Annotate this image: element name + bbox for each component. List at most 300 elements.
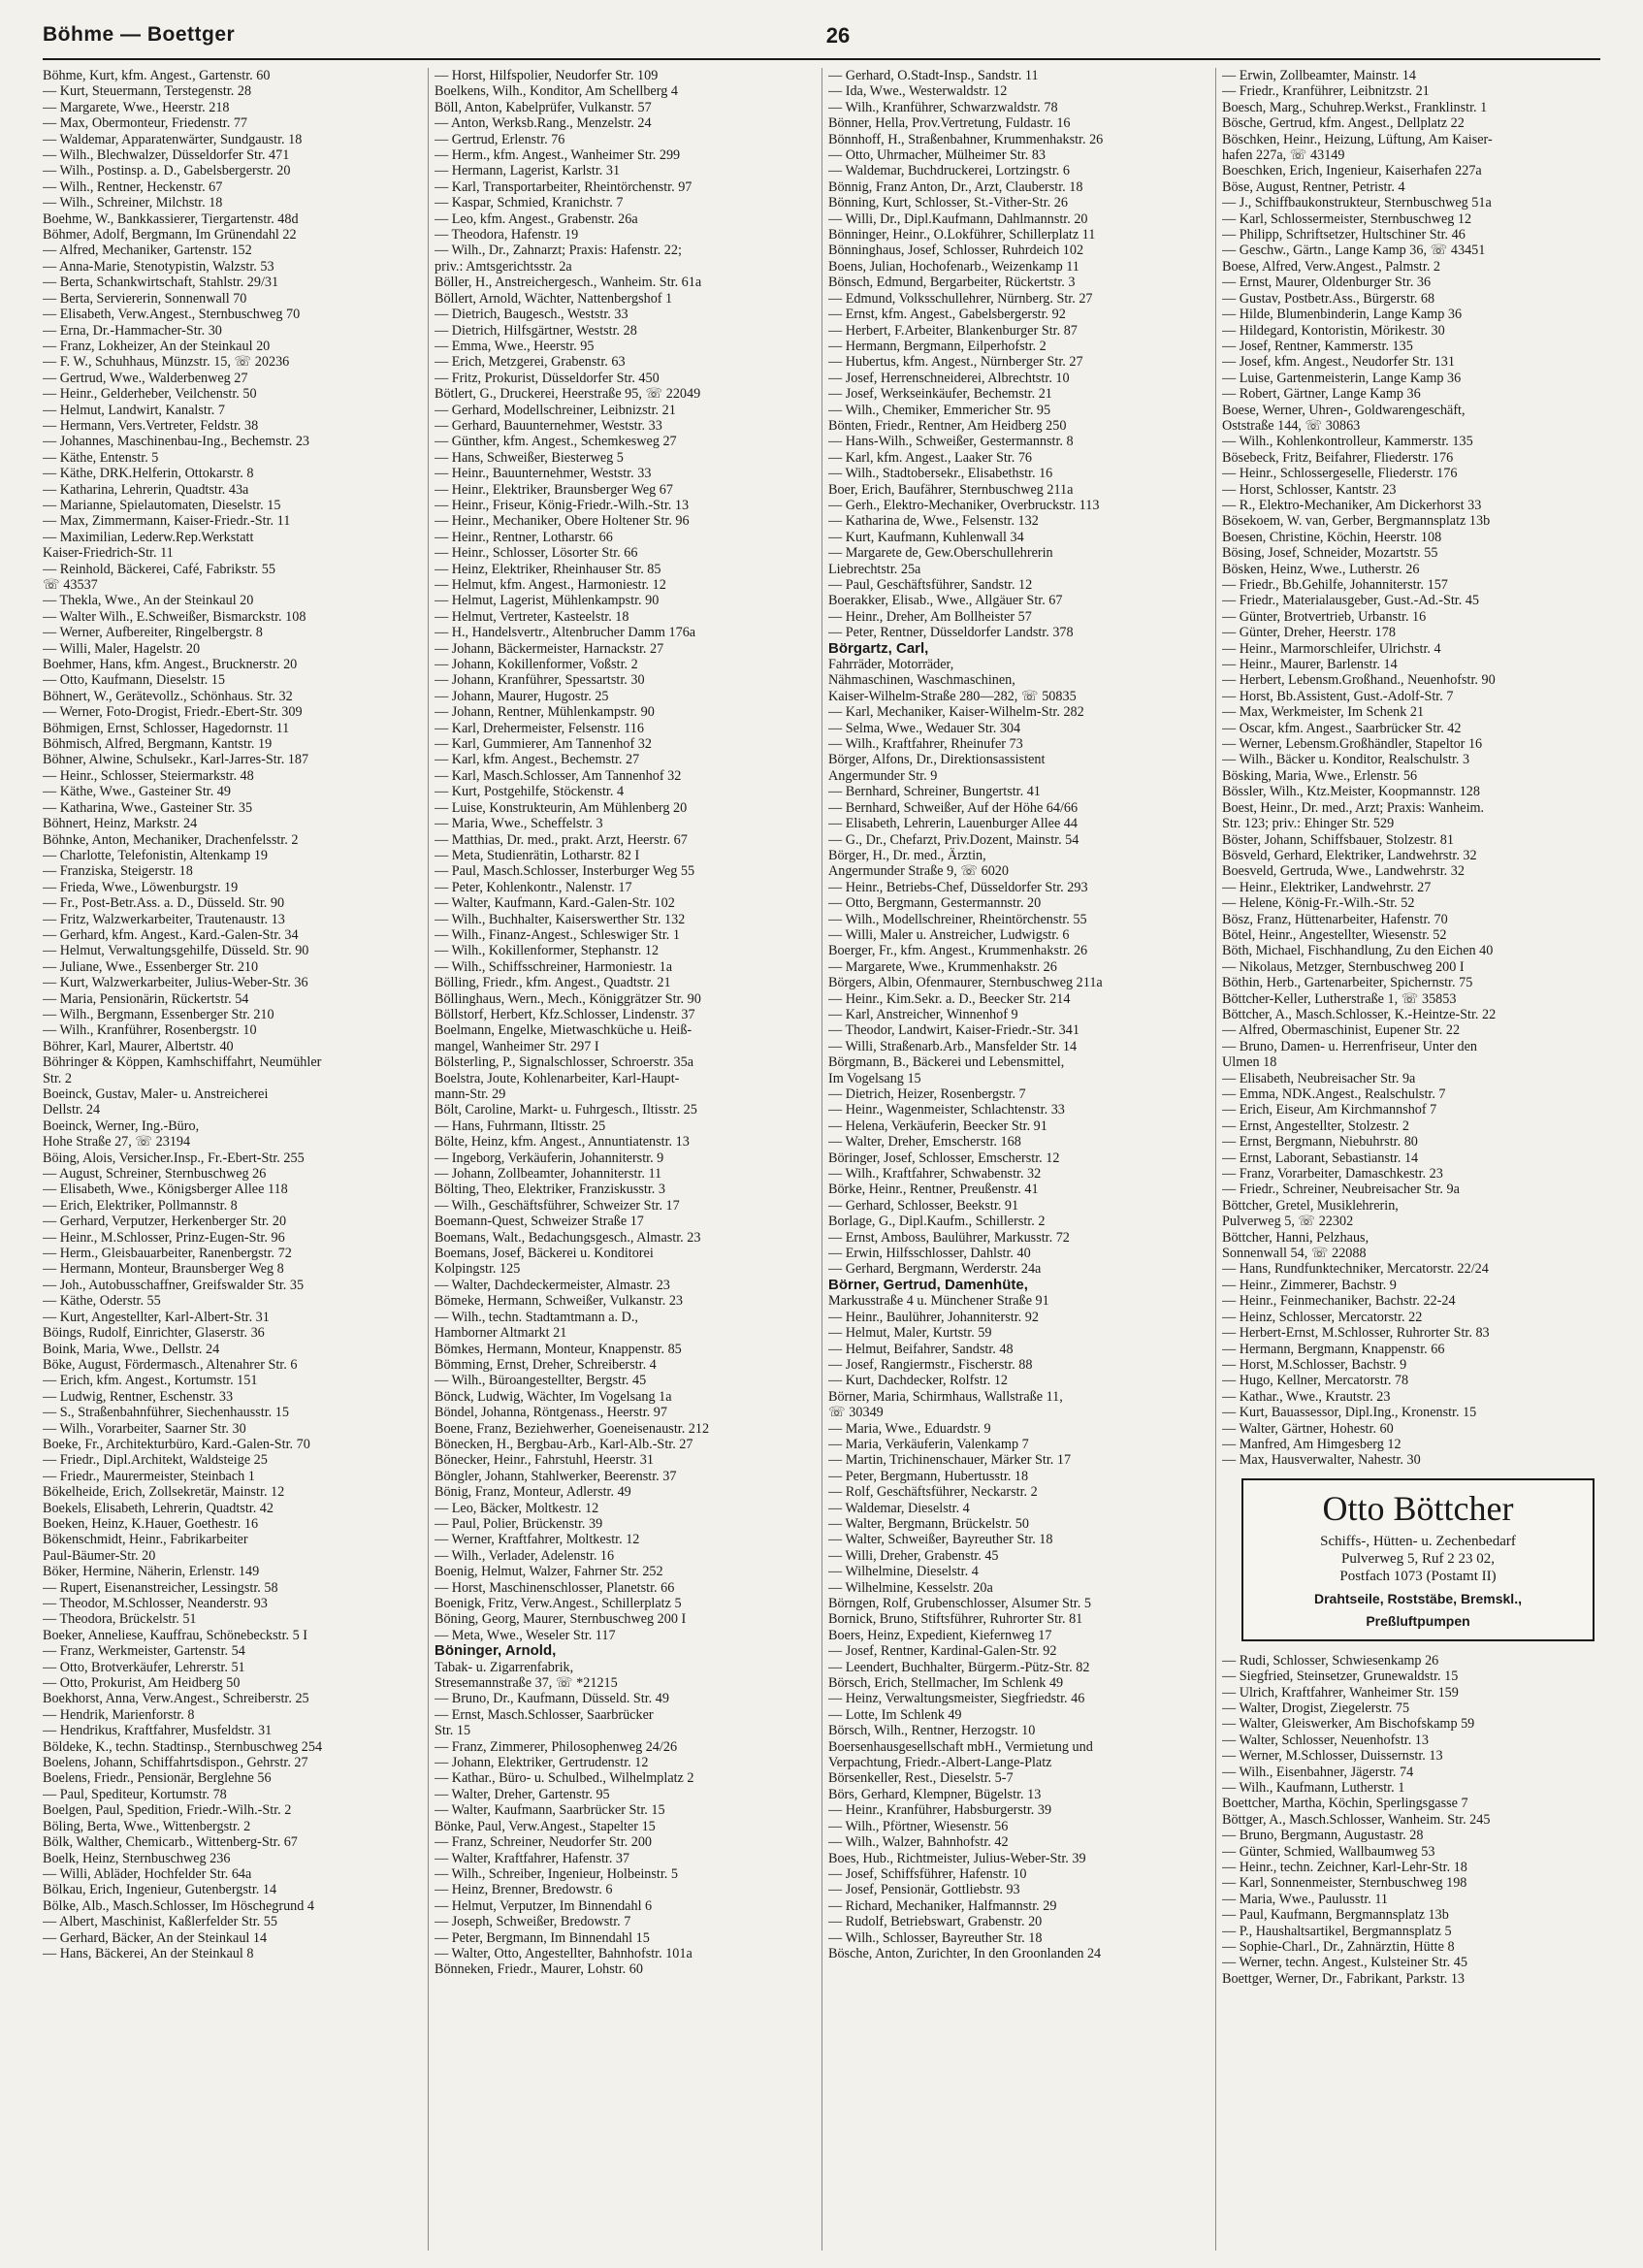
- directory-entry: — Josef, Schiffsführer, Hafenstr. 10: [828, 1865, 1027, 1882]
- directory-entry: — Walter, Otto, Angestellter, Bahnhofstr. 101a: [435, 1945, 693, 1961]
- directory-entry: — Heinr., Kim.Sekr. a. D., Beecker Str. 214: [828, 990, 1071, 1007]
- directory-entry: Bökenschmidt, Heinr., Fabrikarbeiter: [43, 1532, 248, 1548]
- directory-entry: — Horst, Maschinenschlosser, Planetstr. 66: [435, 1579, 675, 1596]
- directory-entry: — Matthias, Dr. med., prakt. Arzt, Heerstr. 67: [435, 831, 688, 848]
- directory-entry: — Walter, Dachdeckermeister, Almastr. 23: [435, 1277, 670, 1293]
- directory-entry: Boelk, Heinz, Sternbuschweg 236: [43, 1850, 231, 1866]
- directory-entry: Boer, Erich, Baufährer, Sternbuschweg 211a: [828, 481, 1074, 498]
- directory-entry: — Paul, Masch.Schlosser, Insterburger Weg 55: [435, 863, 695, 880]
- directory-entry: — Wilh., Kranführer, Schwarzwaldstr. 78: [828, 99, 1058, 115]
- directory-entry: ☏ 30349: [828, 1405, 884, 1421]
- directory-entry: — Heinz, Brenner, Bredowstr. 6: [435, 1882, 613, 1898]
- directory-entry: Börsch, Wilh., Rentner, Herzogstr. 10: [828, 1723, 1036, 1739]
- directory-entry: — Ernst, Bergmann, Niebuhrstr. 80: [1222, 1134, 1418, 1150]
- directory-entry: — Heinr., Maurer, Barlenstr. 14: [1222, 657, 1398, 673]
- directory-entry: Böhner, Alwine, Schulsekr., Karl-Jarres-Str. 187: [43, 752, 309, 768]
- directory-entry: Böllstorf, Herbert, Kfz.Schlosser, Lindenstr. 37: [435, 1006, 695, 1022]
- directory-entry: — Horst, Hilfspolier, Neudorfer Str. 109: [435, 68, 659, 83]
- advertisement-line: Schiffs-, Hütten- u. Zechenbedarf: [1320, 1533, 1516, 1549]
- directory-entry: — Erwin, Hilfsschlosser, Dahlstr. 40: [828, 1246, 1031, 1262]
- directory-entry: — Wilh., Kranführer, Rosenbergstr. 10: [43, 1022, 257, 1039]
- directory-entry: Bönning, Kurt, Schlosser, St.-Vither-Str. 26: [828, 195, 1068, 211]
- directory-entry: — Theodora, Hafenstr. 19: [435, 227, 579, 243]
- directory-entry: Kaiser-Friedrich-Str. 11: [43, 545, 174, 562]
- directory-entry: Nähmaschinen, Waschmaschinen,: [828, 672, 1015, 689]
- directory-entry: — Werner, Kraftfahrer, Moltkestr. 12: [435, 1532, 640, 1548]
- directory-entry: — Gustav, Postbetr.Ass., Bürgerstr. 68: [1222, 290, 1435, 307]
- directory-entry: — Waldemar, Dieselstr. 4: [828, 1500, 970, 1516]
- directory-entry: — Johann, Kokillenformer, Voßstr. 2: [435, 657, 638, 673]
- directory-entry: — Werner, Lebensm.Großhändler, Stapeltor 16: [1222, 736, 1483, 753]
- directory-entry: — Walter, Gärtner, Hohestr. 60: [1222, 1420, 1394, 1437]
- directory-entry: — Robert, Gärtner, Lange Kamp 36: [1222, 386, 1421, 403]
- directory-entry: Böning, Georg, Maurer, Sternbuschweg 200 I: [435, 1611, 687, 1628]
- directory-entry: Boehmer, Hans, kfm. Angest., Brucknerstr. 20: [43, 657, 298, 673]
- directory-entry: Ulmen 18: [1222, 1054, 1277, 1071]
- directory-column-2: [435, 68, 813, 2255]
- directory-entry: Boettger, Werner, Dr., Fabrikant, Parkstr. 13: [1222, 1970, 1466, 1987]
- directory-entry: — Bruno, Bergmann, Augustastr. 28: [1222, 1828, 1424, 1844]
- directory-entry: Böllinghaus, Wern., Mech., Königgrätzer Str. 90: [435, 990, 701, 1007]
- directory-entry: — Paul, Geschäftsführer, Sandstr. 12: [828, 577, 1033, 593]
- directory-entry: — Heinr., Betriebs-Chef, Düsseldorfer Str. 293: [828, 879, 1088, 895]
- directory-entry: Boersenhausgesellschaft mbH., Vermietung und: [828, 1738, 1093, 1755]
- directory-entry: — Elisabeth, Verw.Angest., Sternbuschweg 70: [43, 307, 301, 323]
- directory-entry: — Helena, Verkäuferin, Beecker Str. 91: [828, 1118, 1047, 1134]
- directory-entry: — Erich, Metzgerei, Grabenstr. 63: [435, 354, 626, 371]
- directory-entry: Börsch, Erich, Stellmacher, Im Schlenk 49: [828, 1675, 1064, 1692]
- directory-entry: — F. W., Schuhhaus, Münzstr. 15, ☏ 20236: [43, 354, 290, 371]
- directory-entry: Böhmigen, Ernst, Schlosser, Hagedornstr. 11: [43, 720, 290, 736]
- directory-entry: Börgartz, Carl,: [828, 640, 929, 657]
- directory-entry: — Heinz, Elektriker, Rheinhauser Str. 85: [435, 561, 661, 577]
- advertisement-title: Otto Böttcher: [1322, 1488, 1514, 1528]
- directory-entry: Kolpingstr. 125: [435, 1261, 521, 1278]
- directory-entry: — Ida, Wwe., Westerwaldstr. 12: [828, 83, 1008, 100]
- directory-entry: — Peter, Bergmann, Im Binnendahl 15: [435, 1929, 650, 1946]
- directory-entry: — Wilh., Vorarbeiter, Saarner Str. 30: [43, 1420, 246, 1437]
- directory-entry: Bölling, Friedr., kfm. Angest., Quadtstr. 21: [435, 975, 671, 991]
- directory-entry: — Nikolaus, Metzger, Sternbuschweg 200 I: [1222, 958, 1465, 975]
- directory-entry: — Hermann, Vers.Vertreter, Feldstr. 38: [43, 417, 259, 434]
- directory-entry: — Max, Obermonteur, Friedenstr. 77: [43, 115, 248, 132]
- directory-entry: Bösveld, Gerhard, Elektriker, Landwehrstr. 32: [1222, 847, 1477, 863]
- directory-entry: Bölkau, Erich, Ingenieur, Gutenbergstr. 14: [43, 1882, 277, 1898]
- directory-entry: — Manfred, Am Himgesberg 12: [1222, 1436, 1401, 1452]
- directory-entry: — Joh., Autobusschaffner, Greifswalder Str. 35: [43, 1277, 305, 1293]
- directory-entry: — Geschw., Gärtn., Lange Kamp 36, ☏ 43451: [1222, 243, 1486, 259]
- directory-entry: — Helmut, Beifahrer, Sandstr. 48: [828, 1341, 1014, 1357]
- directory-entry: — Emma, Wwe., Heerstr. 95: [435, 338, 595, 354]
- directory-entry: Bönsch, Edmund, Bergarbeiter, Rückertstr. 3: [828, 275, 1076, 291]
- directory-entry: ☏ 43537: [43, 577, 98, 593]
- directory-entry: — Walter, Dreher, Emscherstr. 168: [828, 1134, 1021, 1150]
- directory-entry: Hamborner Altmarkt 21: [435, 1325, 567, 1342]
- directory-entry: — Kathar., Wwe., Krautstr. 23: [1222, 1388, 1391, 1405]
- directory-entry: Fahrräder, Motorräder,: [828, 657, 954, 673]
- directory-entry: — Helene, König-Fr.-Wilh.-Str. 52: [1222, 895, 1415, 912]
- directory-entry: Boeken, Heinz, K.Hauer, Goethestr. 16: [43, 1515, 259, 1532]
- directory-entry: Boelmann, Engelke, Mietwaschküche u. Heiß-: [435, 1022, 693, 1039]
- directory-entry: — Josef, Werkseinkäufer, Bechemstr. 21: [828, 386, 1052, 403]
- directory-entry: Böll, Anton, Kabelprüfer, Vulkanstr. 57: [435, 99, 652, 115]
- directory-entry: Boers, Heinz, Expedient, Kiefernweg 17: [828, 1627, 1052, 1643]
- directory-entry: — Heinr., Kranführer, Habsburgerstr. 39: [828, 1802, 1052, 1819]
- directory-entry: — Herbert, F.Arbeiter, Blankenburger Str. 87: [828, 322, 1078, 339]
- directory-entry: — Heinr., Schlosser, Lösorter Str. 66: [435, 545, 638, 562]
- directory-entry: — Josef, kfm. Angest., Neudorfer Str. 131: [1222, 354, 1455, 371]
- directory-entry: — Max, Zimmermann, Kaiser-Friedr.-Str. 11: [43, 513, 291, 530]
- directory-entry: — Willi, Straßenarb.Arb., Mansfelder Str. 14: [828, 1038, 1078, 1054]
- directory-entry: Bornick, Bruno, Stiftsführer, Ruhrorter Str. 81: [828, 1611, 1083, 1628]
- directory-entry: Boenigk, Fritz, Verw.Angest., Schillerplatz 5: [435, 1596, 682, 1611]
- directory-entry: Boemans, Walt., Bedachungsgesch., Almastr. 23: [435, 1229, 701, 1246]
- directory-entry: Boerakker, Elisab., Wwe., Allgäuer Str. 67: [828, 593, 1063, 609]
- directory-entry: — Marianne, Spielautomaten, Dieselstr. 15: [43, 497, 281, 513]
- page-number: 26: [825, 23, 851, 48]
- directory-entry: — Helmut, Maler, Kurtstr. 59: [828, 1325, 992, 1342]
- directory-entry: — Heinr., Mechaniker, Obere Holtener Str. 96: [435, 513, 690, 530]
- directory-entry: Bösche, Anton, Zurichter, In den Groonlanden 24: [828, 1945, 1102, 1961]
- directory-column-4-top: [1222, 68, 1600, 1469]
- directory-column-4-bottom: [1222, 1653, 1600, 1988]
- directory-entry: — Margarete de, Gew.Oberschullehrerin: [828, 545, 1053, 562]
- directory-entry: — Elisabeth, Neubreisacher Str. 9a: [1222, 1070, 1416, 1086]
- directory-entry: — Helmut, Landwirt, Kanalstr. 7: [43, 402, 225, 418]
- directory-entry: Boest, Heinr., Dr. med., Arzt; Praxis: Wanheim.: [1222, 799, 1485, 816]
- directory-entry: — Thekla, Wwe., An der Steinkaul 20: [43, 593, 254, 609]
- directory-entry: — Willi, Maler, Hagelstr. 20: [43, 640, 201, 657]
- directory-entry: — Wilh., Bäcker u. Konditor, Realschulstr. 3: [1222, 752, 1470, 768]
- directory-entry: Bölk, Walther, Chemicarb., Wittenberg-Str. 67: [43, 1834, 298, 1851]
- directory-entry: — Ernst, Amboss, Baulührer, Markusstr. 72: [828, 1229, 1070, 1246]
- directory-entry: Boeinck, Gustav, Maler- u. Anstreicherei: [43, 1086, 269, 1102]
- directory-entry: — Wilhelmine, Kesselstr. 20a: [828, 1579, 993, 1596]
- directory-columns: [43, 68, 1600, 2255]
- directory-entry: — Bruno, Damen- u. Herrenfriseur, Unter den: [1222, 1038, 1477, 1054]
- directory-entry: — J., Schiffbaukonstrukteur, Sternbuschweg 51a: [1222, 195, 1492, 211]
- directory-entry: — Gerh., Elektro-Mechaniker, Overbruckstr. 113: [828, 497, 1100, 513]
- directory-entry: Boelstra, Joute, Kohlenarbeiter, Karl-Haupt-: [435, 1070, 680, 1086]
- directory-entry: Boeke, Fr., Architekturbüro, Kard.-Galen-Str. 70: [43, 1436, 310, 1452]
- directory-entry: — Willi, Dr., Dipl.Kaufmann, Dahlmannstr. 20: [828, 211, 1088, 227]
- directory-entry: — Sophie-Charl., Dr., Zahnärztin, Hütte 8: [1222, 1939, 1455, 1956]
- directory-entry: — Maria, Pensionärin, Rückertstr. 54: [43, 990, 249, 1007]
- directory-entry: Böttger, A., Masch.Schlosser, Wanheim. Str. 245: [1222, 1811, 1491, 1828]
- directory-entry: — Gertrud, Erlenstr. 76: [435, 131, 565, 147]
- directory-entry: — Johann, Maurer, Hugostr. 25: [435, 688, 609, 704]
- directory-entry: — Wilh., Geschäftsführer, Schweizer Str. 17: [435, 1197, 680, 1214]
- directory-entry: — Dietrich, Hilfsgärtner, Weststr. 28: [435, 322, 637, 339]
- directory-entry: — Joseph, Schweißer, Bredowstr. 7: [435, 1914, 631, 1930]
- directory-entry: — Gerhard, Schlosser, Beekstr. 91: [828, 1197, 1019, 1214]
- directory-entry: — Wilh., Büroangestellter, Bergstr. 45: [435, 1373, 647, 1389]
- directory-entry: — Karl, Schlossermeister, Sternbuschweg 12: [1222, 211, 1472, 227]
- directory-entry: — Heinr., M.Schlosser, Prinz-Eugen-Str. 96: [43, 1229, 285, 1246]
- advertisement-line: Pulverweg 5, Ruf 2 23 02,: [1341, 1550, 1495, 1567]
- directory-entry: — Richard, Mechaniker, Halfmannstr. 29: [828, 1897, 1057, 1914]
- directory-entry: — Otto, Uhrmacher, Mülheimer Str. 83: [828, 147, 1047, 164]
- directory-entry: — Elisabeth, Wwe., Königsberger Allee 118: [43, 1182, 288, 1198]
- directory-entry: — Ernst, kfm. Angest., Gabelsbergerstr. 92: [828, 307, 1066, 323]
- directory-entry: — Frieda, Wwe., Löwenburgstr. 19: [43, 879, 239, 895]
- directory-entry: — Hilde, Blumenbinderin, Lange Kamp 36: [1222, 307, 1463, 323]
- directory-entry: Bösebeck, Fritz, Beifahrer, Fliederstr. 176: [1222, 449, 1454, 466]
- directory-entry: — Wilh., Walzer, Bahnhofstr. 42: [828, 1834, 1009, 1851]
- directory-entry: Börner, Gertrud, Damenhüte,: [828, 1277, 1028, 1293]
- directory-entry: — R., Elektro-Mechaniker, Am Dickerhorst 33: [1222, 497, 1482, 513]
- directory-entry: — Oscar, kfm. Angest., Saarbrücker Str. 42: [1222, 720, 1462, 736]
- directory-entry: — Ernst, Maurer, Oldenburger Str. 36: [1222, 275, 1432, 291]
- directory-entry: Bölte, Heinz, kfm. Angest., Annuntiatenstr. 13: [435, 1134, 690, 1150]
- directory-entry: — Luise, Konstrukteurin, Am Mühlenberg 20: [435, 799, 688, 816]
- directory-entry: — Peter, Kohlenkontr., Nalenstr. 17: [435, 879, 632, 895]
- directory-entry: — Johannes, Maschinenbau-Ing., Bechemstr. 23: [43, 434, 310, 450]
- directory-entry: — Herbert-Ernst, M.Schlosser, Ruhrorter Str. 83: [1222, 1325, 1490, 1342]
- directory-entry: Boelgen, Paul, Spedition, Friedr.-Wilh.-Str. 2: [43, 1802, 292, 1819]
- directory-entry: Oststraße 144, ☏ 30863: [1222, 417, 1361, 434]
- directory-entry: — Hans, Bäckerei, An der Steinkaul 8: [43, 1945, 254, 1961]
- directory-entry: — Dietrich, Heizer, Rosenbergstr. 7: [828, 1086, 1026, 1102]
- directory-entry: — Walter, Dreher, Gartenstr. 95: [435, 1786, 610, 1802]
- directory-entry: — Josef, Pensionär, Gottliebstr. 93: [828, 1882, 1020, 1898]
- directory-entry: — Meta, Studienrätin, Lotharstr. 82 I: [435, 847, 640, 863]
- directory-entry: — Heinr., Elektriker, Braunsberger Weg 67: [435, 481, 673, 498]
- directory-entry: Bösche, Gertrud, kfm. Angest., Dellplatz 22: [1222, 115, 1465, 132]
- directory-entry: Böldeke, K., techn. Stadtinsp., Sternbuschweg 254: [43, 1738, 323, 1755]
- directory-entry: — Leo, kfm. Angest., Grabenstr. 26a: [435, 211, 638, 227]
- directory-entry: Börke, Heinr., Rentner, Preußenstr. 41: [828, 1182, 1039, 1198]
- directory-entry: Börner, Maria, Schirmhaus, Wallstraße 11,: [828, 1388, 1063, 1405]
- directory-entry: — Kaspar, Schmied, Kranichstr. 7: [435, 195, 624, 211]
- directory-entry: Börger, Alfons, Dr., Direktionsassistent: [828, 752, 1046, 768]
- directory-entry: — Peter, Bergmann, Hubertusstr. 18: [828, 1468, 1029, 1484]
- directory-entry: — Bruno, Dr., Kaufmann, Düsseld. Str. 49: [435, 1691, 669, 1707]
- directory-entry: Böings, Rudolf, Einrichter, Glaserstr. 36: [43, 1325, 265, 1342]
- directory-entry: — Günter, Dreher, Heerstr. 178: [1222, 625, 1396, 641]
- directory-entry: Böhme, Kurt, kfm. Angest., Gartenstr. 60: [43, 68, 271, 83]
- directory-entry: — Heinr., Bauunternehmer, Weststr. 33: [435, 466, 652, 482]
- directory-column-3: [828, 68, 1207, 2255]
- directory-entry: — Willi, Maler u. Anstreicher, Ludwigstr. 6: [828, 926, 1070, 943]
- directory-entry: — Käthe, Wwe., Gasteiner Str. 49: [43, 784, 231, 800]
- directory-entry: — Horst, M.Schlosser, Bachstr. 9: [1222, 1356, 1407, 1373]
- directory-entry: — Hermann, Bergmann, Knappenstr. 66: [1222, 1341, 1445, 1357]
- directory-entry: Boeinck, Werner, Ing.-Büro,: [43, 1118, 200, 1134]
- directory-entry: — H., Handelsvertr., Altenbrucher Damm 176a: [435, 625, 696, 641]
- directory-entry: Tabak- u. Zigarrenfabrik,: [435, 1659, 574, 1675]
- directory-entry: — Otto, Bergmann, Gestermannstr. 20: [828, 895, 1042, 912]
- directory-entry: — Franz, Zimmerer, Philosophenweg 24/26: [435, 1738, 678, 1755]
- directory-entry: — Franz, Vorarbeiter, Damaschkestr. 23: [1222, 1166, 1443, 1183]
- directory-entry: — Wilhelmine, Dieselstr. 4: [828, 1564, 979, 1580]
- directory-entry: Böschken, Heinr., Heizung, Lüftung, Am Kaiser-: [1222, 131, 1493, 147]
- directory-entry: — Heinr., Marmorschleifer, Ulrichstr. 4: [1222, 640, 1441, 657]
- directory-entry: — Josef, Rentner, Kardinal-Galen-Str. 92: [828, 1643, 1057, 1660]
- directory-entry: — Helmut, Verwaltungsgehilfe, Düsseld. Str. 90: [43, 943, 309, 959]
- directory-entry: Böndel, Johanna, Röntgenass., Heerstr. 97: [435, 1405, 667, 1421]
- directory-entry: — Gerhard, O.Stadt-Insp., Sandstr. 11: [828, 68, 1039, 83]
- directory-entry: — Meta, Wwe., Weseler Str. 117: [435, 1627, 616, 1643]
- directory-entry: Bösking, Maria, Wwe., Erlenstr. 56: [1222, 767, 1418, 784]
- directory-entry: — Wilh., Chemiker, Emmericher Str. 95: [828, 402, 1051, 418]
- directory-entry: — Gerhard, kfm. Angest., Kard.-Galen-Str. 34: [43, 926, 299, 943]
- directory-entry: Boelens, Johann, Schiffahrtsdispon., Gehrstr. 27: [43, 1755, 308, 1771]
- directory-entry: — Leendert, Buchhalter, Bürgerm.-Pütz-Str. 82: [828, 1659, 1090, 1675]
- directory-entry: — Heinr., Zimmerer, Bachstr. 9: [1222, 1277, 1397, 1293]
- directory-entry: — Theodor, M.Schlosser, Neanderstr. 93: [43, 1596, 268, 1611]
- directory-entry: — Elisabeth, Lehrerin, Lauenburger Allee 44: [828, 816, 1078, 832]
- directory-entry: — Heinr., Rentner, Lotharstr. 66: [435, 529, 613, 545]
- directory-entry: — Heinr., techn. Zeichner, Karl-Lehr-Str. 18: [1222, 1860, 1467, 1876]
- directory-entry: — Josef, Herrenschneiderei, Albrechtstr. 10: [828, 370, 1070, 386]
- directory-entry: — Herbert, Lebensm.Großhand., Neuenhofstr. 90: [1222, 672, 1496, 689]
- advertisement-products: Drahtseile, Roststäbe, Bremskl.,: [1314, 1590, 1522, 1606]
- directory-entry: — Horst, Schlosser, Kantstr. 23: [1222, 481, 1397, 498]
- directory-entry: — Friedr., Materialausgeber, Gust.-Ad.-Str. 45: [1222, 593, 1480, 609]
- directory-entry: — Ernst, Masch.Schlosser, Saarbrücker: [435, 1706, 654, 1723]
- directory-entry: — Werner, techn. Angest., Kulsteiner Str. 45: [1222, 1955, 1467, 1971]
- directory-entry: — Karl, Sonnenmeister, Sternbuschweg 198: [1222, 1875, 1467, 1892]
- directory-entry: Verpachtung, Friedr.-Albert-Lange-Platz: [828, 1755, 1052, 1771]
- directory-entry: — Erich, Eiseur, Am Kirchmannshof 7: [1222, 1102, 1437, 1118]
- directory-entry: — Kurt, Steuermann, Terstegenstr. 28: [43, 83, 252, 100]
- directory-entry: Boelens, Friedr., Pensionär, Berglehne 56: [43, 1770, 272, 1787]
- directory-entry: Bönneken, Friedr., Maurer, Lohstr. 60: [435, 1961, 643, 1978]
- directory-entry: — Karl, Transportarbeiter, Rheintörchenstr. 97: [435, 178, 693, 195]
- directory-entry: — Käthe, Oderstr. 55: [43, 1293, 161, 1310]
- directory-entry: — Herm., kfm. Angest., Wanheimer Str. 299: [435, 147, 681, 164]
- directory-entry: Boesch, Marg., Schuhrep.Werkst., Franklinstr. 1: [1222, 99, 1488, 115]
- directory-entry: Böling, Berta, Wwe., Wittenbergstr. 2: [43, 1818, 251, 1834]
- directory-entry: — Ernst, Angestellter, Stolzestr. 2: [1222, 1118, 1409, 1134]
- directory-entry: — Kurt, Kaufmann, Kuhlenwall 34: [828, 529, 1024, 545]
- running-head-names: Böhme — Boettger: [43, 23, 236, 46]
- directory-entry: — Wilh., techn. Stadtamtmann a. D.,: [435, 1309, 638, 1325]
- directory-entry: Böth, Michael, Fischhandlung, Zu den Eichen 40: [1222, 943, 1494, 959]
- directory-entry: — Heinr., Gelderheber, Veilchenstr. 50: [43, 386, 257, 403]
- directory-entry: — Friedr., Schreiner, Neubreisacher Str. 9a: [1222, 1182, 1460, 1198]
- directory-entry: Angermunder Str. 9: [828, 767, 938, 784]
- directory-entry: Bömkes, Hermann, Monteur, Knappenstr. 85: [435, 1341, 682, 1357]
- directory-entry: — Theodor, Landwirt, Kaiser-Friedr.-Str. 341: [828, 1022, 1079, 1039]
- directory-entry: — Maria, Verkäuferin, Valenkamp 7: [828, 1436, 1029, 1452]
- directory-entry: — Johann, Bäckermeister, Harnackstr. 27: [435, 640, 664, 657]
- directory-entry: — Luise, Gartenmeisterin, Lange Kamp 36: [1222, 370, 1462, 386]
- directory-entry: — Helmut, Vertreter, Kasteelstr. 18: [435, 608, 629, 625]
- directory-entry: — Werner, Foto-Drogist, Friedr.-Ebert-Str. 309: [43, 704, 303, 721]
- directory-entry: Bölting, Theo, Elektriker, Franziskusstr. 3: [435, 1182, 665, 1198]
- directory-entry: — Friedr., Dipl.Architekt, Waldsteige 25: [43, 1452, 268, 1469]
- directory-entry: — Otto, Prokurist, Am Heidberg 50: [43, 1675, 241, 1692]
- directory-column-4: [1222, 68, 1600, 2255]
- directory-entry: — August, Schreiner, Sternbuschweg 26: [43, 1166, 267, 1183]
- directory-entry: Bölsterling, P., Signalschlosser, Schroerstr. 35a: [435, 1054, 694, 1071]
- directory-entry: — Karl, kfm. Angest., Bechemstr. 27: [435, 752, 640, 768]
- directory-entry: — Wilh., Blechwalzer, Düsseldorfer Str. 471: [43, 147, 290, 164]
- directory-entry: — Katharina, Lehrerin, Quadtstr. 43a: [43, 481, 249, 498]
- directory-entry: — Ludwig, Rentner, Eschenstr. 33: [43, 1388, 234, 1405]
- directory-entry: Böker, Hermine, Näherin, Erlenstr. 149: [43, 1564, 260, 1580]
- directory-entry: — Käthe, DRK.Helferin, Ottokarstr. 8: [43, 466, 254, 482]
- directory-entry: — Franz, Werkmeister, Gartenstr. 54: [43, 1643, 245, 1660]
- directory-entry: Bötel, Heinr., Angestellter, Wiesenstr. 52: [1222, 926, 1447, 943]
- directory-entry: — Wilh., Buchhalter, Kaiserswerther Str. 132: [435, 911, 686, 927]
- directory-entry: — Fritz, Prokurist, Düsseldorfer Str. 450: [435, 370, 660, 386]
- directory-entry: — Gerhard, Modellschreiner, Leibnizstr. 21: [435, 402, 676, 418]
- directory-entry: — Juliane, Wwe., Essenberger Str. 210: [43, 958, 259, 975]
- directory-entry: Boelkens, Wilh., Konditor, Am Schellberg 4: [435, 83, 678, 100]
- directory-entry: — Hans-Wilh., Schweißer, Gestermannstr. 8: [828, 434, 1074, 450]
- directory-entry: Bölke, Alb., Masch.Schlosser, Im Höschegrund 4: [43, 1897, 314, 1914]
- directory-entry: Bönner, Hella, Prov.Vertretung, Fuldastr. 16: [828, 115, 1071, 132]
- directory-entry: — Wilh., Schlosser, Bayreuther Str. 18: [828, 1929, 1043, 1946]
- directory-entry: — G., Dr., Chefarzt, Priv.Dozent, Mainstr. 54: [828, 831, 1079, 848]
- directory-entry: Boes, Hub., Richtmeister, Julius-Weber-Str. 39: [828, 1850, 1086, 1866]
- directory-entry: — Margarete, Wwe., Heerstr. 218: [43, 99, 230, 115]
- directory-entry: — Friedr., Kranführer, Leibnitzstr. 21: [1222, 83, 1430, 100]
- directory-entry: — Martin, Trichinenschauer, Märker Str. 17: [828, 1452, 1072, 1469]
- advertisement-products: Preßluftpumpen: [1366, 1612, 1470, 1629]
- directory-entry: — Anna-Marie, Stenotypistin, Walzstr. 53: [43, 258, 274, 275]
- directory-entry: Pulverweg 5, ☏ 22302: [1222, 1214, 1354, 1230]
- directory-entry: — Karl, Drehermeister, Felsenstr. 116: [435, 720, 644, 736]
- directory-entry: Böing, Alois, Versicher.Insp., Fr.-Ebert-Str. 255: [43, 1150, 305, 1166]
- directory-entry: — Walter Wilh., E.Schweißer, Bismarckstr. 108: [43, 608, 306, 625]
- directory-entry: — Johann, Rentner, Mühlenkampstr. 90: [435, 704, 655, 721]
- directory-entry: Liebrechtstr. 25a: [828, 561, 921, 577]
- directory-entry: mangel, Wanheimer Str. 297 I: [435, 1038, 599, 1054]
- directory-entry: — Karl, Anstreicher, Winnenhof 9: [828, 1006, 1018, 1022]
- directory-entry: — Heinr., Schlossergeselle, Fliederstr. 176: [1222, 466, 1458, 482]
- directory-entry: — Karl, Gummierer, Am Tannenhof 32: [435, 736, 652, 753]
- directory-entry: — Josef, Rangiermstr., Fischerstr. 88: [828, 1356, 1033, 1373]
- directory-entry: Boese, Werner, Uhren-, Goldwarengeschäft,: [1222, 402, 1466, 418]
- directory-entry: — Käthe, Entenstr. 5: [43, 449, 159, 466]
- directory-entry: — Hugo, Kellner, Mercatorstr. 78: [1222, 1373, 1409, 1389]
- directory-entry: — Theodora, Brückelstr. 51: [43, 1611, 197, 1628]
- directory-entry: — Wilh., Rentner, Heckenstr. 67: [43, 178, 223, 195]
- directory-entry: — Walter, Kaufmann, Saarbrücker Str. 15: [435, 1802, 665, 1819]
- directory-entry: — Walter, Drogist, Ziegelerstr. 75: [1222, 1700, 1410, 1716]
- directory-entry: Boettcher, Martha, Köchin, Sperlingsgasse 7: [1222, 1796, 1468, 1812]
- directory-entry: Böhnert, W., Gerätevollz., Schönhaus. Str. 32: [43, 688, 293, 704]
- directory-entry: — Paul, Kaufmann, Bergmannsplatz 13b: [1222, 1907, 1449, 1924]
- directory-entry: Börsenkeller, Rest., Dieselstr. 5-7: [828, 1770, 1014, 1787]
- directory-entry: Böller, H., Anstreichergesch., Wanheim. Str. 61a: [435, 275, 702, 291]
- directory-entry: — Philipp, Schriftsetzer, Hultschiner Str. 46: [1222, 227, 1466, 243]
- directory-entry: — Max, Werkmeister, Im Schenk 21: [1222, 704, 1425, 721]
- directory-entry: — Rolf, Geschäftsführer, Neckarstr. 2: [828, 1484, 1038, 1501]
- directory-entry: — Heinr., Schlosser, Steiermarkstr. 48: [43, 767, 254, 784]
- directory-entry: — Maria, Wwe., Eduardstr. 9: [828, 1420, 991, 1437]
- directory-entry: — Walter, Gleiswerker, Am Bischofskamp 59: [1222, 1716, 1475, 1733]
- directory-entry: Boerger, Fr., kfm. Angest., Krummenhakstr. 26: [828, 943, 1088, 959]
- directory-entry: Bösken, Heinz, Wwe., Lutherstr. 26: [1222, 561, 1420, 577]
- directory-entry: Börger, H., Dr. med., Ärztin,: [828, 847, 986, 863]
- directory-entry: — Johann, Zollbeamter, Johanniterstr. 11: [435, 1166, 662, 1183]
- directory-entry: — Erich, Elektriker, Pollmannstr. 8: [43, 1197, 238, 1214]
- directory-entry: Boeschken, Erich, Ingenieur, Kaiserhafen 227a: [1222, 163, 1482, 179]
- directory-entry: — Kurt, Bauassessor, Dipl.Ing., Kronenstr. 15: [1222, 1405, 1477, 1421]
- directory-entry: — Charlotte, Telefonistin, Altenkamp 19: [43, 847, 269, 863]
- directory-entry: — Dietrich, Baugesch., Weststr. 33: [435, 307, 628, 323]
- directory-entry: Böhnert, Heinz, Markstr. 24: [43, 816, 198, 832]
- directory-entry: Bönninger, Heinr., O.Lokführer, Schillerplatz 11: [828, 227, 1096, 243]
- directory-entry: — Wilh., Kraftfahrer, Schwabenstr. 32: [828, 1166, 1042, 1183]
- directory-entry: Böke, August, Fördermasch., Altenahrer Str. 6: [43, 1356, 298, 1373]
- directory-entry: Böttcher, A., Masch.Schlosser, K.-Heintze-Str. 22: [1222, 1006, 1497, 1022]
